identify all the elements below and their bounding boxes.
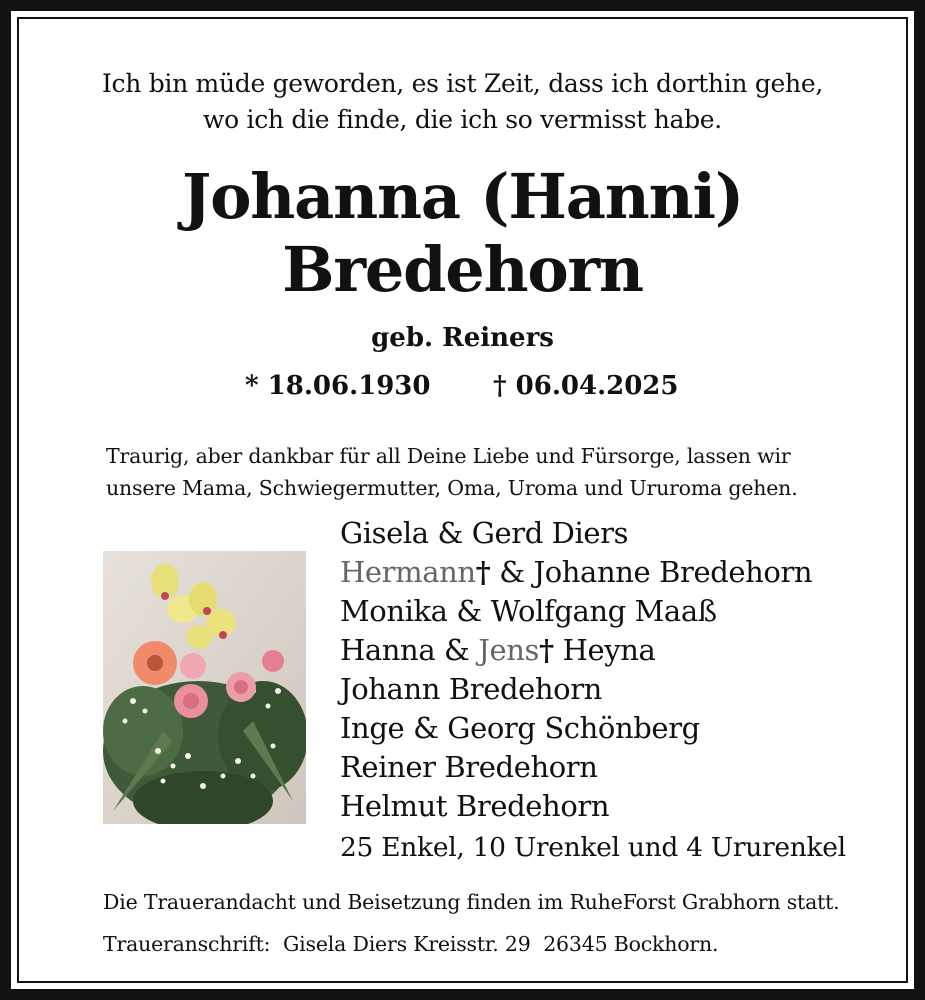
cross-icon: †	[475, 555, 491, 589]
intro-text	[106, 440, 866, 504]
mourner-entry-rest: & Johanne Bredehorn	[490, 555, 813, 589]
mourner-entry	[340, 631, 900, 670]
mourner-entry: Inge & Georg Schönberg	[340, 711, 700, 745]
mourner-entry-start: Hanna &	[340, 633, 479, 667]
mourner-entry-rest: Heyna	[553, 633, 656, 667]
deceased-relative-name: Hermann	[340, 555, 476, 589]
poem-line-2: wo ich die finde, die ich so vermisst habe.	[203, 105, 722, 134]
flower-bouquet-icon	[103, 551, 306, 824]
intro-line-1: Traurig, aber dankbar für all Deine Liebe und Fürsorge, lassen wir	[106, 444, 791, 468]
mourner-entry: Monika & Wolfgang Maaß	[340, 594, 717, 628]
mourning-address: Traueranschrift: Gisela Diers Kreisstr. 29 26345 Bockhorn.	[103, 932, 719, 956]
mourner-entry: Johann Bredehorn	[340, 672, 602, 706]
mourner-entry: Helmut Bredehorn	[340, 789, 610, 823]
deceased-name-line-1: Johanna (Hanni)	[182, 160, 743, 233]
service-info: Die Trauerandacht und Beisetzung finden im RuheForst Grabhorn statt.	[103, 890, 840, 914]
cross-icon: †	[539, 633, 554, 667]
mourner-list	[340, 514, 900, 826]
grandchildren-line: 25 Enkel, 10 Urenkel und 4 Ururenkel	[340, 832, 846, 863]
death-date: † 06.04.2025	[493, 371, 679, 401]
birth-date: * 18.06.1930	[245, 371, 431, 401]
flower-bouquet-photo	[103, 551, 306, 824]
mourner-entry: Reiner Bredehorn	[340, 750, 598, 784]
deceased-name	[0, 160, 925, 306]
mourner-entry	[340, 553, 900, 592]
deceased-name-line-2: Bredehorn	[282, 233, 643, 306]
maiden-name: geb. Reiners	[371, 323, 554, 353]
mourner-entry: Gisela & Gerd Diers	[340, 516, 629, 550]
intro-line-2: unsere Mama, Schwiegermutter, Oma, Uroma und Ururoma gehen.	[106, 476, 798, 500]
poem-line-1: Ich bin müde geworden, es ist Zeit, dass ich dorthin gehe,	[101, 69, 823, 98]
life-dates	[0, 368, 925, 404]
memorial-poem	[0, 66, 925, 138]
deceased-relative-name: Jens	[478, 633, 540, 667]
